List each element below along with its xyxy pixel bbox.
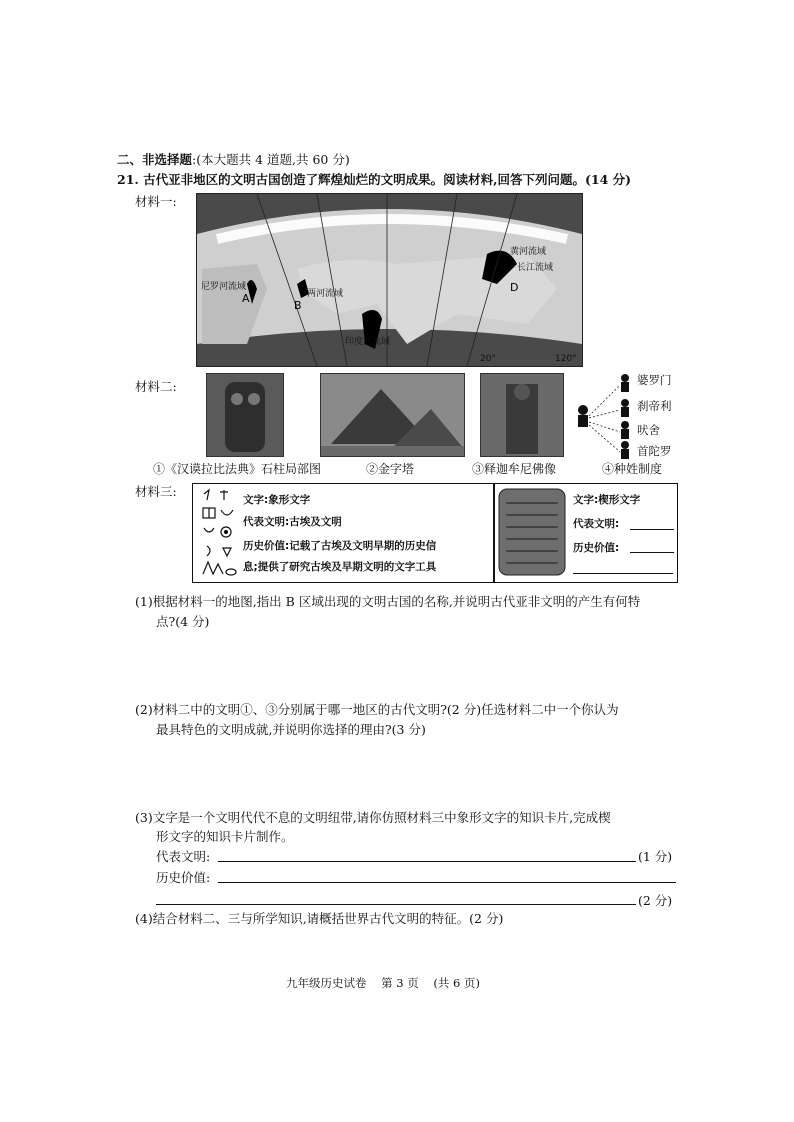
caste-brahmin: 婆罗门: [637, 373, 672, 387]
map-letter-b: B: [294, 299, 302, 312]
question-21-stem: 21. 古代亚非地区的文明古国创造了辉煌灿烂的文明成果。阅读材料,回答下列问题。(14 分): [117, 172, 632, 187]
map-letter-c: C: [369, 314, 377, 327]
answer-civilization-score: (1 分): [638, 849, 673, 864]
answer-civilization-label: 代表文明:: [156, 849, 211, 864]
hieroglyph-value-line-1: 历史价值:记载了古埃及文明早期的历史信: [243, 540, 437, 552]
page-footer: 九年级历史试卷 第 3 页 (共 6 页): [286, 976, 480, 990]
cuneiform-value-blank-2: [573, 573, 673, 574]
answer-value-score: (2 分): [638, 893, 673, 908]
answer-value-line-1[interactable]: [218, 882, 676, 883]
caption-caste: ④种姓制度: [602, 462, 663, 476]
material-2-label: 材料二:: [135, 379, 177, 394]
answer-value-line-2[interactable]: [156, 904, 636, 905]
cuneiform-value-blank-1: [630, 552, 674, 553]
map-label-yangtze: 长江流域: [517, 263, 554, 273]
caste-shudra: 首陀罗: [637, 444, 672, 458]
hieroglyph-value-line-2: 息;提供了研究古埃及早期文明的文字工具: [243, 561, 437, 573]
hieroglyph-writing: 文字:象形文字: [243, 494, 311, 506]
cuneiform-civilization-label: 代表文明:: [573, 518, 620, 530]
stele-drawing: [207, 374, 283, 456]
question-2-line-1: (2)材料二中的文明①、③分别属于哪一地区的古代文明?(2 分)任选材料二中一个你认为: [135, 702, 619, 717]
question-2-line-2: 最具特色的文明成就,并说明你选择的理由?(3 分): [156, 722, 426, 737]
map-longitude-20: 20°: [480, 354, 496, 364]
pyramid-drawing: [321, 374, 464, 456]
material-1-label: 材料一:: [135, 194, 177, 209]
map-label-two-rivers: 两河流域: [307, 289, 344, 299]
material-3-label: 材料三:: [135, 484, 177, 499]
caption-buddha: ③释迦牟尼佛像: [472, 462, 557, 476]
question-3-line-1: (3)文字是一个文明代代不息的文明纽带,请你仿照材料三中象形文字的知识卡片,完成楔: [135, 810, 611, 825]
pyramid-image: [320, 373, 465, 457]
map-label-indus: 印度河流域: [345, 337, 391, 347]
question-3-line-2: 形文字的知识卡片制作。: [156, 829, 294, 844]
cuneiform-tablet-image: [498, 488, 566, 576]
answer-value-label: 历史价值:: [156, 870, 211, 885]
map-longitude-120: 120°: [555, 354, 577, 364]
buddha-statue-image: [480, 373, 564, 457]
map-letter-d: D: [510, 281, 519, 294]
section-heading: 二、非选择题: [117, 152, 193, 167]
cuneiform-writing: 文字:楔形文字: [573, 494, 641, 506]
world-map-figure: [196, 193, 583, 367]
cuneiform-value-label: 历史价值:: [573, 542, 620, 554]
section-note: :(本大题共 4 道题,共 60 分): [192, 152, 350, 167]
caption-pyramid: ②金字塔: [366, 462, 415, 476]
map-label-nile: 尼罗河流域: [201, 282, 247, 292]
question-1-line-2: 点?(4 分): [156, 614, 210, 629]
caption-hammurabi: ①《汉谟拉比法典》石柱局部图: [153, 462, 322, 476]
cuneiform-civilization-blank: [630, 529, 674, 530]
answer-civilization-line[interactable]: [218, 861, 636, 862]
card-divider: [493, 484, 495, 582]
caste-vaishya: 吠舍: [637, 423, 660, 437]
buddha-drawing: [481, 374, 563, 456]
map-letter-a: A: [242, 292, 250, 305]
map-label-yellow-river: 黄河流域: [510, 247, 547, 257]
caste-system-diagram: [575, 370, 685, 460]
caste-kshatriya: 刹帝利: [637, 399, 672, 413]
writing-knowledge-card: [192, 483, 678, 583]
hieroglyph-glyphs: [199, 486, 239, 582]
section-heading-line: [117, 150, 350, 168]
question-4: (4)结合材料二、三与所学知识,请概括世界古代文明的特征。(2 分): [135, 911, 504, 926]
hieroglyph-civilization: 代表文明:古埃及文明: [243, 516, 342, 528]
question-1-line-1: (1)根据材料一的地图,指出 B 区域出现的文明古国的名称,并说明古代亚非文明的产生有何特: [135, 594, 641, 609]
hammurabi-stele-image: [206, 373, 284, 457]
